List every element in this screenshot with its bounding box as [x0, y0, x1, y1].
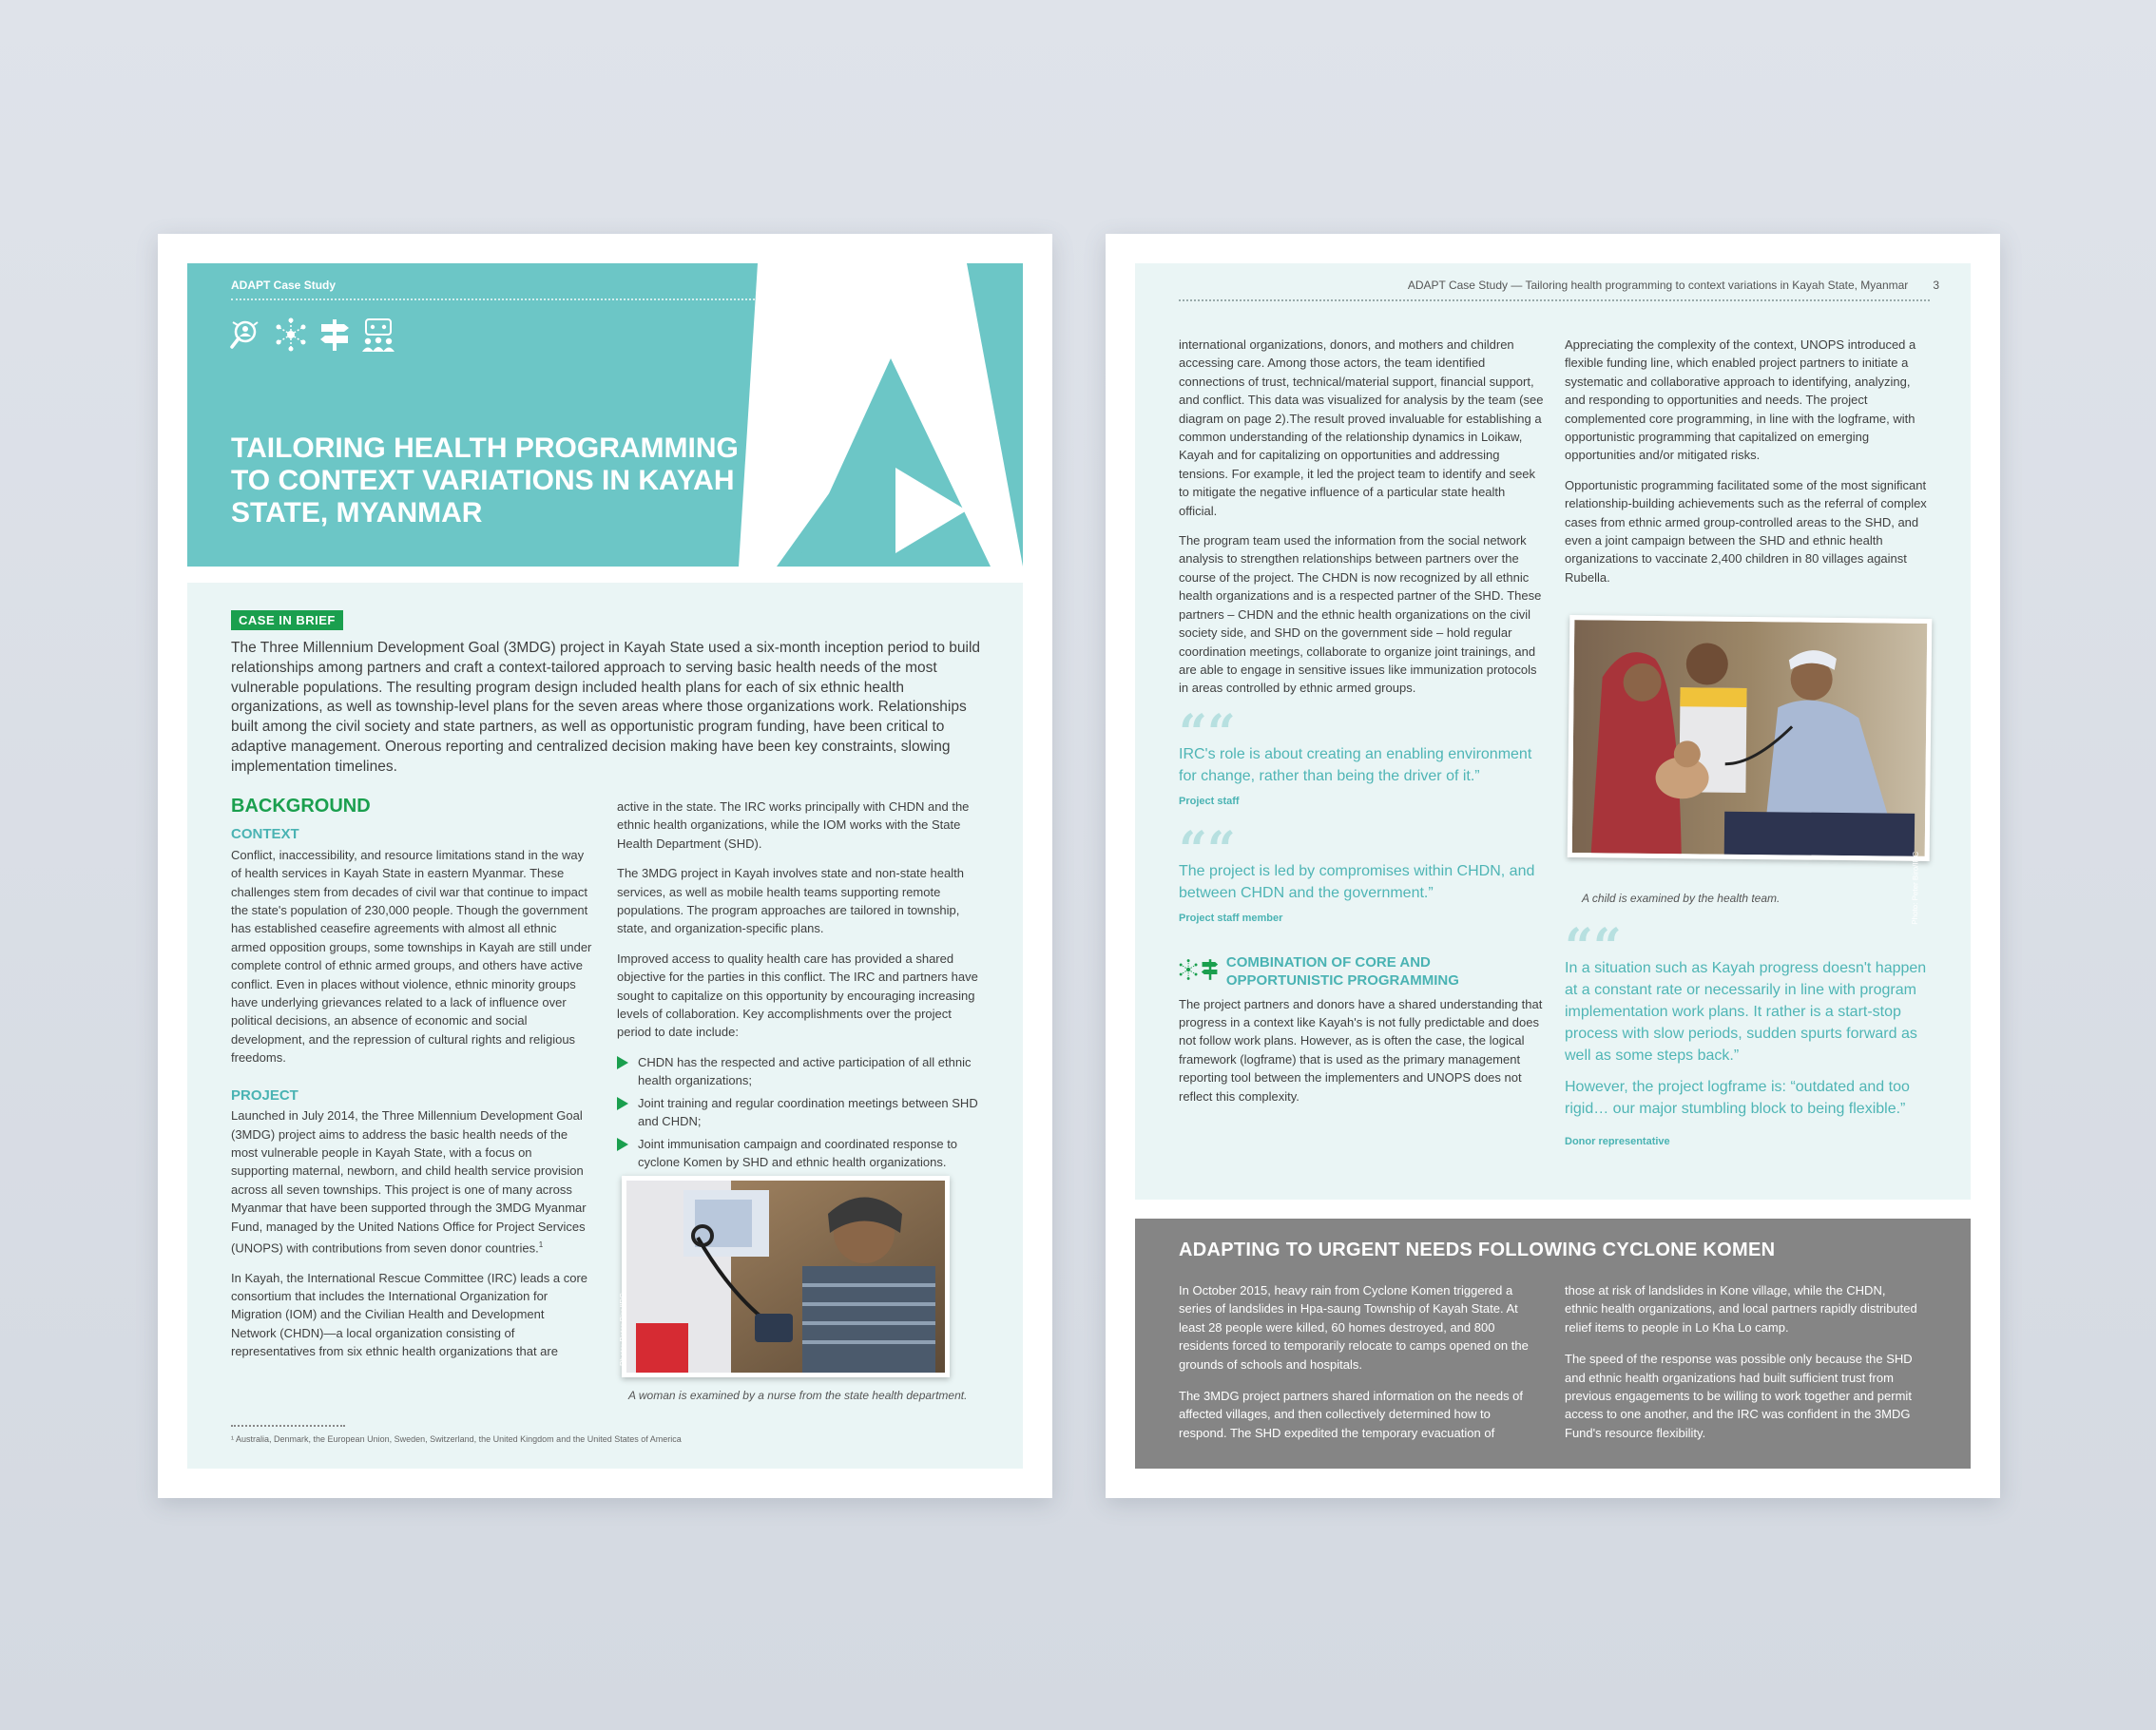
body-panel	[187, 583, 1023, 1469]
combination-text: The project partners and donors have a shared understanding that progress in a context like Kayah's is not fully predictable and does not follow work plans. However, as is often the case, the logical framework (logframe) that is used as the primary management reporting tool between the implementers and UNOPS does not reflect this complexity.	[1179, 996, 1543, 1104]
quote-text: In a situation such as Kayah progress doesn't happen at a constant rate or necessarily in line with program implementation work plans. It rather is a start-stop process with slow periods, sudden spurts forward as well as some steps back.”	[1565, 960, 1927, 1064]
context-text: Conflict, inaccessibility, and resource limitations stand in the way of health services in Kayah State in eastern Myanmar. These challenges stem from decades of civil war that continue to impact the state's population of 230,000 people. Though the government has established ceasefire agreements with almost all ethnic armed opposition groups, some townships in Kayah are still under complete control of ethnic armed groups, and others have active conflict. Even in places without violence, ethnic minority groups have underlying grievances related to a lack of influence over political decisions, an absence of economic and social development, and the repression of cultural rights and religious freedoms.	[231, 847, 592, 1066]
theme-icons	[229, 317, 396, 353]
sna-text: international organizations, donors, and mothers and children accessing care. Among those actors, the team identified connections of trust, technical/material support, financial support, and conflict. This data was visualized for analysis by the team (see diagram on page 2).The result proved invaluable for establishing a common understanding of the relationship dynamics in Loikaw, Kayah and for capitalizing on opportunities and addressing tensions. For example, it led the project team to identify and seek to mitigate the negative influence of a particular state health official.	[1179, 337, 1544, 518]
quote-source: Project staff	[1179, 795, 1240, 807]
project-paragraph	[231, 1106, 592, 1258]
header-rule	[231, 298, 835, 300]
running-header	[1408, 279, 1939, 292]
footnote: ¹ Australia, Denmark, the European Union, Sweden, Switzerland, the United Kingdom and the United States of America	[231, 1434, 682, 1444]
photo-caption: A woman is examined by a nurse from the state health department.	[628, 1389, 968, 1402]
footnote-mark: 1	[538, 1240, 544, 1249]
cyclone-komen-panel	[1135, 1219, 1971, 1469]
running-header-title: ADAPT Case Study — Tailoring health programming to context variations in Kayah State, Myanmar	[1407, 279, 1909, 292]
bullet-triangle-icon	[617, 1138, 628, 1151]
quote-text: The project is led by compromises within CHDN, and between CHDN and the government.”	[1179, 863, 1535, 902]
bullet-triangle-icon	[617, 1097, 628, 1110]
cyclone-column-2	[1565, 1281, 1921, 1455]
left-page	[158, 234, 1052, 1498]
project-heading: PROJECT	[231, 1086, 298, 1104]
cyclone-text-3: those at risk of landslides in Kone village, while the CHDN, ethnic health organizations, and local partners rapidly distributed relief items to people in Lo Kha Lo camp.	[1565, 1283, 1917, 1335]
project-text: Launched in July 2014, the Three Millennium Development Goal (3MDG) project aims to address the basic health needs of the most vulnerable people in Kayah State, with a focus on supporting maternal, newborn, and child health service provision across all seven townships. This project is one of many across Myanmar that have been supported through the 3MDG Myanmar Fund, managed by the United Nations Office for Project Services (UNOPS) with contributions from seven donor countries.	[231, 1108, 587, 1256]
context-heading: CONTEXT	[231, 826, 299, 843]
hero-banner	[187, 263, 1023, 567]
photo-credit: Photo: Peter Biro/IRC	[619, 1293, 627, 1366]
relationships-text: The program team used the information from the social network analysis to strengthen relationships between partners over the course of the project. The CHDN is now recognized by all ethnic health organizations and is a respected partner of the SHD. These partners – CHDN and the ethnic health organizations on the civil society side, and SHD on the government side – hold regular coordination meetings, collaborate to organize joint trainings, and are able to engage in sensitive issues like immunization protocols in areas controlled by ethnic armed groups.	[1179, 533, 1542, 696]
photo-caption: A child is examined by the health team.	[1582, 892, 1781, 905]
nurse-photo	[619, 1176, 950, 1377]
quote-source: Donor representative	[1565, 1136, 1670, 1147]
quote-text-continued: However, the project logframe is: “outdated and too rigid… our major stumbling block to being flexible.”	[1565, 1079, 1910, 1117]
pull-quote-1	[1179, 703, 1545, 811]
right-column-2	[1565, 336, 1931, 598]
combination-section	[1179, 953, 1545, 1105]
accomplishments-intro: Improved access to quality health care has provided a shared objective for the parties in this conflict. The IRC and partners have sought to capitalize on this opportunity by encouraging increasing levels of collaboration. Key accomplishments over the project period to date include:	[617, 951, 978, 1040]
irc-text: In Kayah, the International Rescue Committee (IRC) leads a core consortium that includes the International Organization for Migration (IOM) and the Civilian Health and Development Network (CHDN)—a local organization consisting of representatives from six ethnic health organizations that are	[231, 1270, 588, 1359]
right-page	[1106, 234, 2000, 1498]
search-people-icon	[229, 317, 265, 353]
combination-heading-row	[1179, 953, 1545, 990]
page-title: TAILORING HEALTH PROGRAMMING TO CONTEXT VARIATIONS IN KAYAH STATE, MYANMAR	[231, 432, 739, 529]
background-heading: BACKGROUND	[231, 796, 371, 817]
group-meeting-icon	[360, 317, 396, 353]
header-tag: ADAPT Case Study	[231, 279, 337, 292]
list-item: Joint training and regular coordination meetings between SHD and CHDN;	[617, 1094, 980, 1131]
network-signpost-icon	[1179, 953, 1219, 986]
quote-mark-icon: ““	[1179, 821, 1236, 880]
list-item: CHDN has the respected and active participation of all ethnic health organizations;	[617, 1053, 980, 1090]
pull-quote-3	[1565, 918, 1935, 1151]
photo-credit: Photo: Peter Biro/IRC	[1910, 851, 1920, 925]
right-column	[617, 798, 980, 1175]
cyclone-column-1	[1179, 1281, 1535, 1455]
pull-quote-2	[1179, 821, 1545, 928]
list-item: Joint immunisation campaign and coordinated response to cyclone Komen by SHD and ethnic health organizations.	[617, 1135, 980, 1172]
quote-mark-icon: ““	[1565, 918, 1622, 976]
footnote-rule	[231, 1425, 345, 1427]
opportunistic-text: Opportunistic programming facilitated some of the most significant relationship-building achievements such as the referral of complex cases from ethnic armed group-controlled areas to the SHD, and even a joint campaign between the SHD and ethnic health organizations to vaccinate 2,400 children in 80 villages against Rubella.	[1565, 477, 1927, 585]
page-number: 3	[1933, 279, 1939, 292]
network-icon	[273, 317, 309, 353]
right-column-1	[1179, 336, 1545, 1117]
case-in-brief-badge: CASE IN BRIEF	[231, 610, 343, 630]
right-body-panel	[1135, 263, 1971, 1200]
quote-source: Project staff member	[1179, 913, 1283, 925]
quote-text: IRC's role is about creating an enabling environment for change, rather than being the driver of it.”	[1179, 745, 1532, 784]
quote-mark-icon: ““	[1179, 703, 1236, 762]
combination-heading: COMBINATION OF CORE AND OPPORTUNISTIC PROGRAMMING	[1225, 953, 1459, 989]
signpost-icon	[317, 317, 353, 353]
bullet-triangle-icon	[617, 1056, 628, 1069]
cyclone-heading: ADAPTING TO URGENT NEEDS FOLLOWING CYCLONE KOMEN	[1179, 1240, 1776, 1260]
project-approach-text: The 3MDG project in Kayah involves state and non-state health services, as well as mobile health teams supporting remote populations. The program approaches are tailored in township, state, and organization-specific plans.	[617, 866, 964, 936]
irc-continued-text: active in the state. The IRC works principally with CHDN and the ethnic health organizations, while the IOM works with the State Health Department (SHD).	[617, 799, 970, 851]
cyclone-text-2: The 3MDG project partners shared information on the needs of affected villages, and then collectively determined how to respond. The SHD expedited the temporary evacuation of	[1179, 1389, 1524, 1440]
intro-text: The Three Millennium Development Goal (3MDG) project in Kayah State used a six-month inception period to build relationships among partners and craft a context-tailored approach to serving basic health needs of the most vulnerable populations. The resulting program design included health plans for each of six ethnic health organizations, as well as township-level plans for the seven areas where those organizations work. Relationships built among the civil society and state partners, as well as opportunistic program funding, have been critical to adaptive management. Onerous reporting and centralized decision making have been key constraints, slowing implementation timelines.	[231, 640, 981, 775]
flexible-funding-text: Appreciating the complexity of the context, UNOPS introduced a flexible funding line, which enabled project partners to initiate a systematic and collaborative approach to identifying, analyzing, and responding to opportunities and needs. The project complemented core programming, in line with the logframe, with opportunistic programming that capitalized on emerging opportunities and/or mitigated risks.	[1565, 337, 1916, 463]
accomplishments-list	[617, 1053, 980, 1171]
left-column	[231, 798, 592, 1373]
header-rule	[1179, 299, 1930, 301]
cyclone-text-4: The speed of the response was possible only because the SHD and ethnic health organizations had built sufficient trust from previous engagements to be willing to work together and permit access to one another, and the IRC was confident in the 3MDG Fund's resource flexibility.	[1565, 1352, 1913, 1440]
cyclone-text-1: In October 2015, heavy rain from Cyclone Komen triggered a series of landslides in Hpa-saung Township of Kayah State. At least 28 people were killed, 60 homes destroyed, and 800 residents forced to temporarily relocate to camps opened on the grounds of schools and hospitals.	[1179, 1283, 1529, 1372]
